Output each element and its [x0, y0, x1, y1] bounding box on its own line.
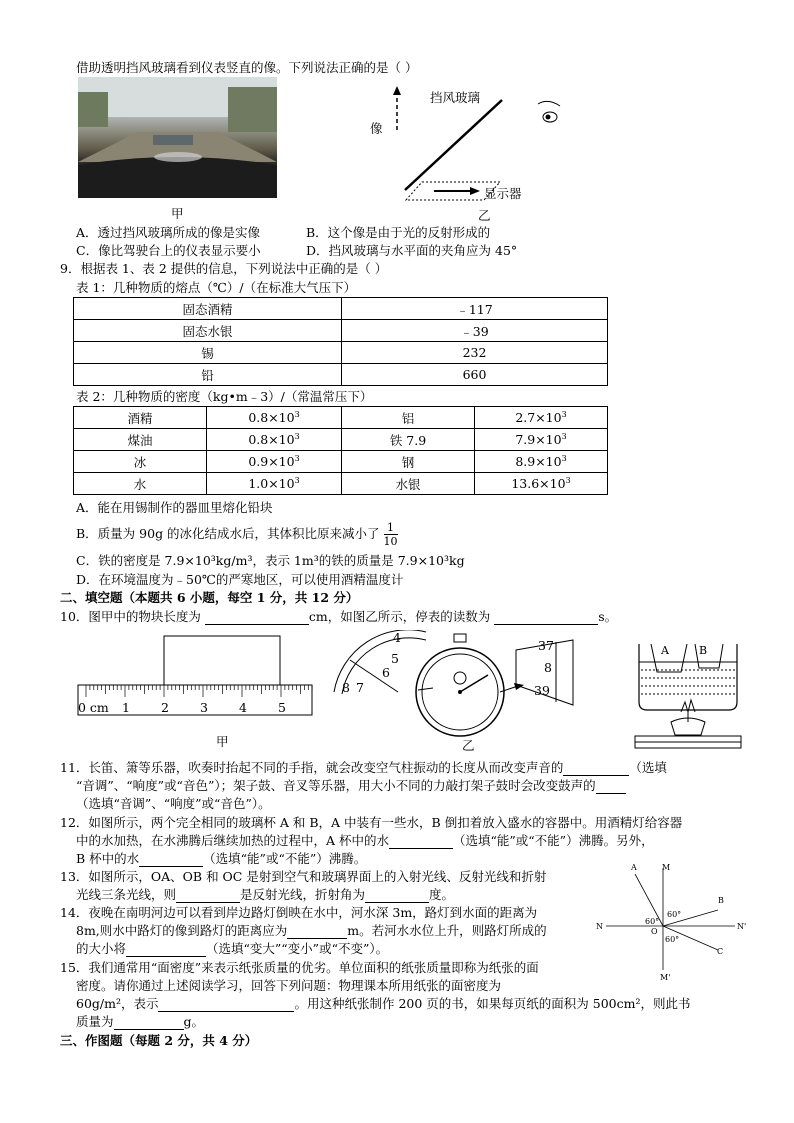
table-row — [74, 364, 608, 386]
table-cell: 钢 — [342, 451, 475, 473]
q14-line2: 8m,则水中路灯的像到路灯的距离应为 m。若河水水位上升，则路灯所成的 — [76, 923, 547, 938]
watch-scale-4: 4 — [393, 630, 401, 645]
watch-scale-7: 7 — [356, 680, 364, 695]
table-row — [74, 473, 608, 495]
table-cell: $13.6\times 10^3$ — [475, 473, 608, 495]
q15-line4: 质量为 g。 — [76, 1014, 205, 1029]
table-cell: $7.9\times 10^3$ — [475, 429, 608, 451]
q9-stem: 9．根据表 1、表 2 提供的信息，下列说法中正确的是（ ） — [60, 261, 388, 276]
q13-label-n-prime: N' — [737, 922, 747, 931]
table-cell: 固态水银 — [74, 320, 342, 342]
q11-line2: “音调”、“响度”或“音色”）；架子鼓、音叉等乐器，用大小不同的力敲打架子鼓时会改变鼓声的 — [76, 778, 626, 794]
table-cell: 660 — [342, 364, 608, 386]
table-cell: ﹣39 — [342, 320, 608, 342]
answer-blank[interactable] — [365, 889, 429, 903]
answer-blank[interactable] — [494, 611, 598, 625]
section-2-title: 二、填空题（本题共 6 小题，每空 1 分，共 12 分） — [60, 590, 359, 605]
fraction: $\frac{1}{10}$ — [383, 521, 398, 548]
answer-blank[interactable] — [114, 1016, 184, 1030]
q13-angle-1: 60° — [667, 910, 682, 919]
table-row — [74, 451, 608, 473]
q14-line1: 14．夜晚在南明河边可以看到岸边路灯倒映在水中，河水深 3m，路灯到水面的距离为 — [60, 905, 538, 920]
q9-option-c: C．铁的密度是 7.9×10³kg/m³，表示 1m³的铁的质量是 7.9×10³kg — [76, 553, 465, 568]
answer-blank[interactable] — [287, 925, 347, 939]
q8-option-b: B．这个像是由于光的反射形成的 — [306, 225, 491, 240]
q8-image-label: 像 — [370, 121, 383, 136]
q8-fig-a-label: 甲 — [171, 206, 184, 221]
q9-option-a: A．能在用锡制作的器皿里熔化铅块 — [76, 500, 273, 515]
q13-angle-2: 60° — [645, 917, 660, 926]
q8-windshield-label: 挡风玻璃 — [430, 90, 481, 105]
q13-label-m: M — [662, 863, 671, 872]
table-cell: 水 — [74, 473, 207, 495]
answer-blank[interactable] — [389, 835, 453, 849]
answer-blank[interactable] — [126, 943, 206, 957]
q13-label-c: C — [717, 947, 724, 956]
table-row — [74, 342, 608, 364]
answer-blank[interactable] — [563, 762, 629, 776]
table-cell: $0.9\times 10^3$ — [207, 451, 342, 473]
table-row — [74, 298, 608, 320]
table-cell: 煤油 — [74, 429, 207, 451]
melting-point-table — [73, 297, 608, 386]
q11-line3: （选填“音调”、“响度”或“音色”）。 — [76, 796, 271, 811]
watch-inner-8: 8 — [544, 660, 552, 675]
q8-fig-b-label: 乙 — [478, 208, 491, 223]
section-3-title: 三、作图题（每题 2 分，共 4 分） — [60, 1033, 258, 1048]
table-cell: 水银 — [342, 473, 475, 495]
q13-line1: 13．如图所示，OA、OB 和 OC 是射到空气和玻璃界面上的入射光线、反射光线和折射 — [60, 869, 547, 884]
answer-blank[interactable] — [176, 889, 240, 903]
beaker-a-label: A — [661, 644, 669, 657]
table-cell: 固态酒精 — [74, 298, 342, 320]
answer-blank[interactable] — [596, 780, 626, 794]
table-cell: 铅 — [74, 364, 342, 386]
q8-option-d: D．挡风玻璃与水平面的夹角应为 45° — [306, 243, 518, 258]
watch-scale-8: 8 — [342, 680, 350, 695]
ruler-label-3: 3 — [200, 700, 208, 715]
q8-stem: 借助透明挡风玻璃看到仪表竖直的像。下列说法正确的是（ ） — [76, 60, 418, 75]
watch-inner-37: 37 — [538, 638, 554, 653]
q10-text: 10．图甲中的物块长度为 cm，如图乙所示，停表的读数为 s。 — [60, 609, 618, 624]
q15-line3: 60g/m²，表示 。用这种纸张制作 200 页的书，如果每页纸的面积为 500cm²，则此书 — [76, 996, 691, 1011]
q13-label-b: B — [718, 896, 724, 905]
watch-scale-5: 5 — [391, 651, 399, 666]
table-cell: $2.7\times 10^3$ — [475, 407, 608, 429]
q9-option-b: B．质量为 90g 的冰化结成水后，其体积比原来减小了 $\frac{1}{10}$ — [76, 521, 398, 548]
ruler-label-5: 5 — [278, 700, 286, 715]
table2-caption: 表 2：几种物质的密度（kg•m﹣3）/（常温常压下） — [76, 389, 373, 404]
table-cell: $0.8\times 10^3$ — [207, 407, 342, 429]
table-cell: $8.9\times 10^3$ — [475, 451, 608, 473]
beaker-figure — [633, 640, 743, 752]
answer-blank[interactable] — [139, 853, 203, 867]
q13-angle-3: 60° — [665, 935, 680, 944]
table-cell: 铁 7.9 — [342, 429, 475, 451]
q13-label-o: O — [651, 927, 658, 936]
q15-line1: 15．我们通常用“面密度”来表示纸张质量的优劣。单位面积的纸张质量即称为纸张的面 — [60, 960, 539, 975]
answer-blank[interactable] — [205, 611, 309, 625]
ruler-label-0: 0 cm — [78, 700, 109, 715]
q10-fig-b-label: 乙 — [462, 738, 475, 753]
table-cell: $0.8\times 10^3$ — [207, 429, 342, 451]
table-row — [74, 407, 608, 429]
table1-caption: 表 1：几种物质的熔点（℃）/（在标准大气压下） — [76, 280, 357, 295]
q13-line2: 光线三条光线，则 是反射光线，折射角为 度。 — [76, 887, 455, 902]
table-cell: 232 — [342, 342, 608, 364]
table-cell: $1.0\times 10^3$ — [207, 473, 342, 495]
q13-label-n: N — [596, 922, 603, 931]
table-row — [74, 320, 608, 342]
table-cell: ﹣117 — [342, 298, 608, 320]
answer-blank[interactable] — [158, 998, 294, 1012]
q13-label-m-prime: M' — [660, 973, 671, 982]
q10-fig-a-label: 甲 — [216, 734, 229, 749]
q8-option-c: C．像比驾驶台上的仪表显示要小 — [76, 243, 261, 258]
table-row — [74, 429, 608, 451]
dashboard-photo — [78, 77, 277, 198]
watch-inner-39: 39 — [534, 683, 550, 698]
q12-line2: 中的水加热，在水沸腾后继续加热的过程中，A 杯中的水 （选填“能”或“不能”）沸腾。另外， — [76, 833, 654, 848]
table-cell: 锡 — [74, 342, 342, 364]
q8-option-a: A．透过挡风玻璃所成的像是实像 — [76, 225, 261, 240]
table-cell: 酒精 — [74, 407, 207, 429]
q13-label-a: A — [631, 863, 637, 872]
q14-line3: 的大小将 （选填“变大”“变小”或“不变”）。 — [76, 941, 389, 956]
watch-scale-6: 6 — [382, 665, 390, 680]
ruler-label-1: 1 — [122, 700, 130, 715]
q9-option-d: D．在环境温度为﹣50℃的严寒地区，可以使用酒精温度计 — [76, 572, 404, 587]
ruler-label-4: 4 — [239, 700, 247, 715]
q8-display-label: 显示器 — [484, 186, 522, 201]
q11-line1: 11．长笛、箫等乐器，吹奏时抬起不同的手指，就会改变空气柱振动的长度从而改变声音的 （选填 — [60, 760, 667, 775]
density-table — [73, 406, 608, 495]
table-cell: 冰 — [74, 451, 207, 473]
q12-line1: 12．如图所示，两个完全相同的玻璃杯 A 和 B，A 中装有一些水，B 倒扣着放入盛水的容器中。用酒精灯给容器 — [60, 815, 683, 830]
table-cell: 铝 — [342, 407, 475, 429]
beaker-b-label: B — [699, 644, 708, 657]
ruler-label-2: 2 — [161, 700, 169, 715]
q12-line3: B 杯中的水 （选填“能”或“不能”）沸腾。 — [76, 851, 367, 866]
q15-line2: 密度。请你通过上述阅读学习，回答下列问题：物理课本所用纸张的面密度为 — [76, 978, 502, 993]
